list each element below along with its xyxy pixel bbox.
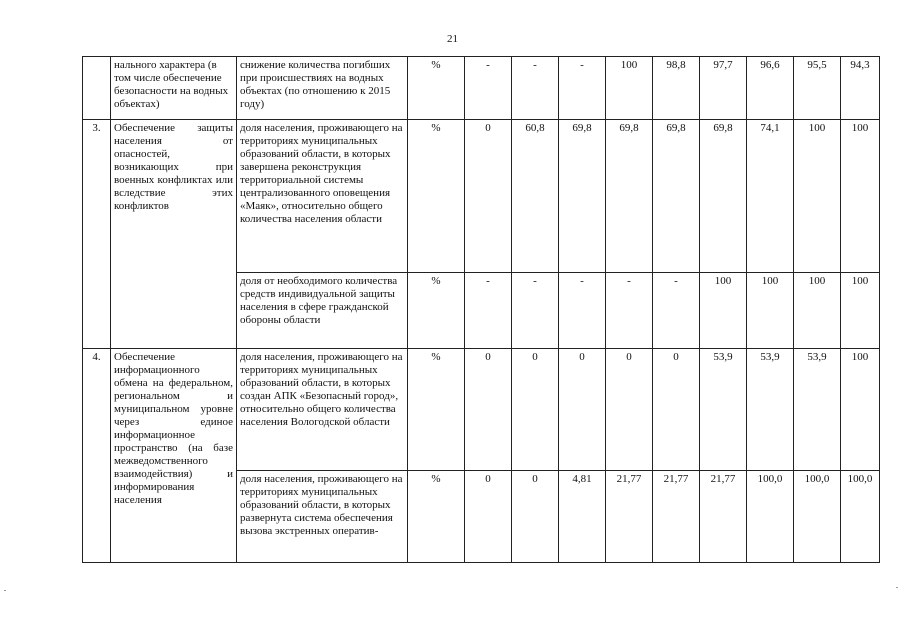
value-cell: 100,0 (841, 471, 880, 563)
row-number-cell: 3. (83, 120, 111, 349)
value-cell: 69,8 (653, 120, 700, 273)
unit-cell: % (408, 273, 465, 349)
value-cell: 69,8 (559, 120, 606, 273)
value-cell: 0 (465, 349, 512, 471)
value-cell: 21,77 (700, 471, 747, 563)
value-cell: 100 (794, 273, 841, 349)
value-cell: 98,8 (653, 57, 700, 120)
value-cell: - (465, 273, 512, 349)
unit-cell: % (408, 120, 465, 273)
value-cell: - (559, 57, 606, 120)
value-cell: 95,5 (794, 57, 841, 120)
value-cell: 0 (465, 471, 512, 563)
unit-cell: % (408, 349, 465, 471)
value-cell: 53,9 (794, 349, 841, 471)
value-cell: 94,3 (841, 57, 880, 120)
table-row (83, 349, 880, 471)
value-cell: 69,8 (606, 120, 653, 273)
value-cell: - (465, 57, 512, 120)
task-name-cell: Обеспечение защиты населения от опасностей, возникающих при военных конфликтах или вследствие этих конфликтов (111, 120, 237, 349)
value-cell: 69,8 (700, 120, 747, 273)
value-cell: 74,1 (747, 120, 794, 273)
value-cell: 0 (559, 349, 606, 471)
value-cell: 4,81 (559, 471, 606, 563)
indicators-table (82, 56, 880, 563)
value-cell: 100 (747, 273, 794, 349)
value-cell: 53,9 (747, 349, 794, 471)
value-cell: 100 (700, 273, 747, 349)
value-cell: - (512, 57, 559, 120)
table-row (83, 57, 880, 120)
value-cell: 100 (794, 120, 841, 273)
value-cell: 100 (841, 273, 880, 349)
indicator-cell: доля населения, проживающего на территориях муниципальных образований области, в которых создан АПК «Безопасный город», относительно общего количества населения Вологодской области (237, 349, 408, 471)
indicator-cell: снижение количества погибших при происшествиях на водных объектах (по отношению к 2015 году) (237, 57, 408, 120)
value-cell: 0 (465, 120, 512, 273)
value-cell: - (512, 273, 559, 349)
value-cell: 100 (841, 120, 880, 273)
value-cell: 100,0 (747, 471, 794, 563)
page-number: 21 (447, 33, 458, 45)
value-cell: - (559, 273, 606, 349)
unit-cell: % (408, 57, 465, 120)
value-cell: 97,7 (700, 57, 747, 120)
row-number-cell: 4. (83, 349, 111, 563)
row-number-cell (83, 57, 111, 120)
scan-artifact (896, 587, 898, 588)
value-cell: 100 (841, 349, 880, 471)
value-cell: 0 (512, 349, 559, 471)
unit-cell: % (408, 471, 465, 563)
value-cell: 0 (606, 349, 653, 471)
value-cell: 96,6 (747, 57, 794, 120)
task-name-cell: нального характера (в том числе обеспечение безопасности на водных объектах) (111, 57, 237, 120)
indicator-cell: доля населения, проживающего на территориях муниципальных образований области, в которых развернута система обеспечения вызова экстренных оператив- (237, 471, 408, 563)
value-cell: 53,9 (700, 349, 747, 471)
scan-artifact (4, 590, 6, 591)
value-cell: 100 (606, 57, 653, 120)
value-cell: 60,8 (512, 120, 559, 273)
task-name-cell: Обеспечение информационного обмена на федеральном, региональном и муниципальном уровне через единое информационное пространство (на базе межведомственного взаимодействия) и информирования населения (111, 349, 237, 563)
value-cell: 0 (653, 349, 700, 471)
value-cell: 100,0 (794, 471, 841, 563)
value-cell: 21,77 (606, 471, 653, 563)
indicator-cell: доля населения, проживающего на территориях муниципальных образований области, в которых завершена реконструкция территориальной системы централизованного оповещения «Маяк», относительно общего количества населения области (237, 120, 408, 273)
value-cell: - (606, 273, 653, 349)
value-cell: - (653, 273, 700, 349)
table-row (83, 120, 880, 273)
value-cell: 21,77 (653, 471, 700, 563)
value-cell: 0 (512, 471, 559, 563)
indicator-cell: доля от необходимого количества средств индивидуальной защиты населения в сфере гражданской обороны области (237, 273, 408, 349)
